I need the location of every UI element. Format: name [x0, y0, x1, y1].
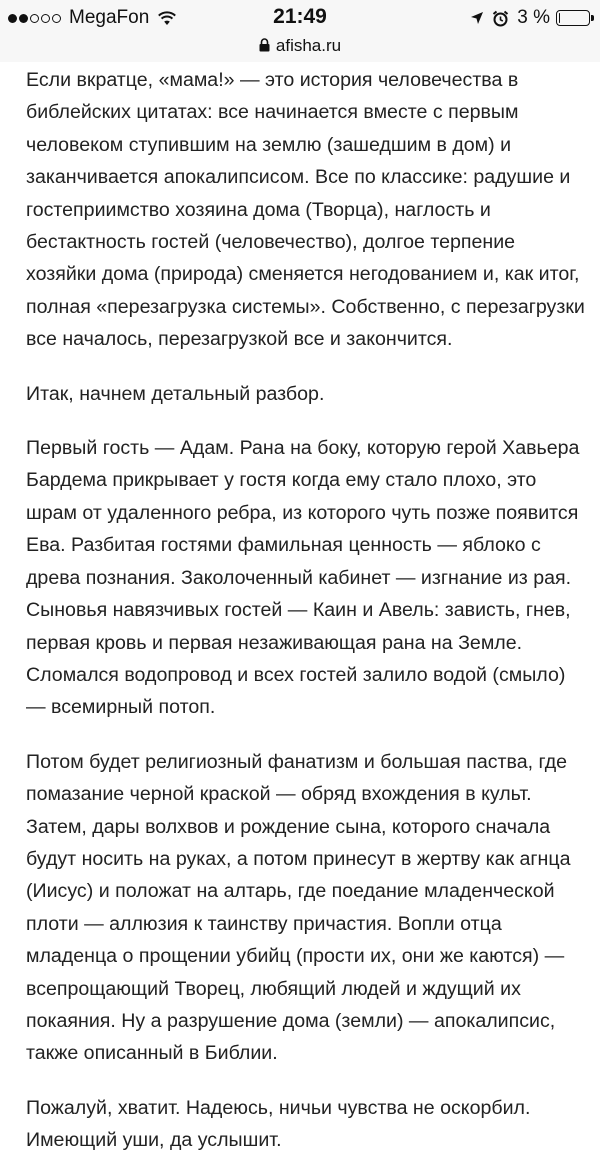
article-paragraph: Пожалуй, хватит. Надеюсь, ничьи чувства не оскорбил. Имеющий уши, да услышит.: [26, 1096, 531, 1152]
battery-fill: [559, 13, 560, 23]
location-arrow-icon: [470, 11, 484, 25]
carrier-name: MegaFon: [69, 7, 150, 28]
status-bar: [0, 0, 600, 36]
article-paragraph: Если вкратце, «мама!» — это история человечества в библейских цитатах: все начинается вместе с первым человеком ступившим на землю (зашедшим в дом) и заканчивается апокалипсисом. Все по классике: радушие и гостеприимство хозяина дома (Творца), наглость и бестактность гостей (человечество), долгое терпение хозяйки дома (природа) сменяется негодованием и, как итог, полная «перезагрузка системы». Собственно, с перезагрузки все началось, перезагрузкой все и закончится.: [26, 69, 585, 351]
article-paragraph: Итак, начнем детальный разбор.: [26, 382, 325, 405]
article-body: [26, 64, 586, 1157]
alarm-clock-icon: [492, 10, 509, 27]
status-time: 21:49: [273, 5, 327, 28]
article-paragraph: Первый гость — Адам. Рана на боку, которую герой Хавьера Бардема прикрывает у гостя когда ему стало плохо, это шрам от удаленного ребра, из которого чуть позже появится Ева. Разбитая гостями фамильная ценность — яблоко с древа познания. Заколоченный кабинет — изгнание из рая. Сыновья навязчивых гостей — Каин и Авель: зависть, гнев, первая кровь и первая незаживающая рана на Земле. Сломался водопровод и всех гостей залило водой (смыло) — всемирный потоп.: [26, 437, 580, 719]
url-bar[interactable]: [0, 36, 600, 62]
url-domain[interactable]: afisha.ru: [275, 36, 342, 55]
article-paragraph: Потом будет религиозный фанатизм и большая паства, где помазание черной краской — обряд вхождения в культ. Затем, дары волхвов и рождение сына, которого сначала будут носить на руках, а потом принесут в жертву как агнца (Иисус) и положат на алтарь, где поедание младенческой плоти — аллюзия к таинству причастия. Вопли отца младенца о прощении убийц (прости их, они же каются) — всепрощающий Творец, любящий людей и ждущий их покаяния. Ну а разрушение дома (земли) — апокалипсис, также описанный в Библии.: [26, 750, 571, 1065]
status-right: [462, 7, 590, 29]
lock-icon: [259, 36, 270, 52]
battery-icon: [556, 10, 590, 26]
battery-percent: 3 %: [517, 7, 550, 28]
